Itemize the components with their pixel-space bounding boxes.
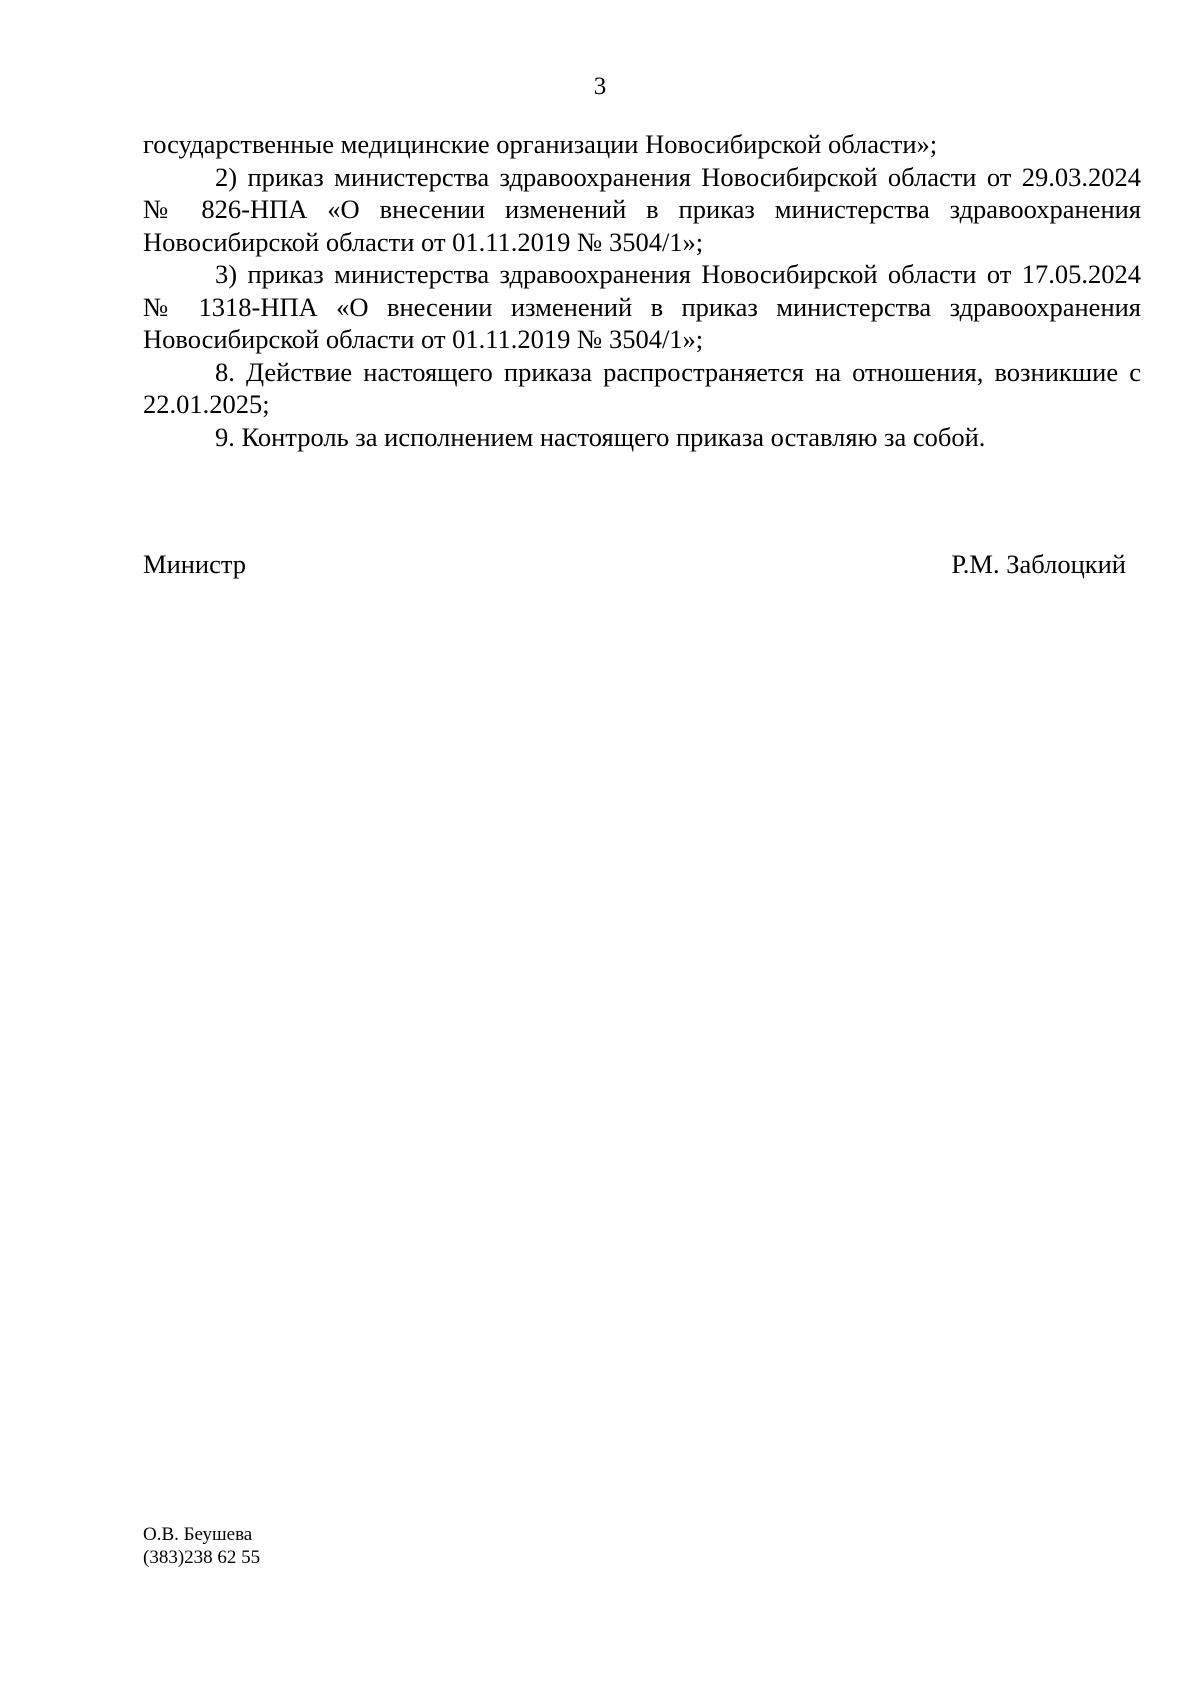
executor-name: О.В. Беушева xyxy=(143,1524,253,1545)
paragraph-item-8: 8. Действие настоящего приказа распространяется на отношения, возникшие с 22.01.2025; xyxy=(143,356,1141,419)
paragraph-item-3: 3) приказ министерства здравоохранения Новосибирской области от 17.05.2024 № 1318-НПА «О внесении изменений в приказ министерства здравоохранения Новосибирской области от 01.11.2019 № 3504/1»; xyxy=(143,259,1141,354)
signatory-name: Р.М. Заблоцкий xyxy=(951,549,1126,579)
signatory-title: Министр xyxy=(143,549,247,579)
paragraph-continuation: государственные медицинские организации Новосибирской области»; xyxy=(143,129,938,159)
paragraph-item-9: 9. Контроль за исполнением настоящего приказа оставляю за собой. xyxy=(215,421,986,452)
document-body xyxy=(143,128,1141,453)
executor-block xyxy=(143,1523,260,1569)
paragraph-item-2: 2) приказ министерства здравоохранения Новосибирской области от 29.03.2024 № 826-НПА «О внесении изменений в приказ министерства здравоохранения Новосибирской области от 01.11.2019 № 3504/1»; xyxy=(143,161,1141,257)
page-number: 3 xyxy=(593,73,607,100)
executor-phone: (383)238 62 55 xyxy=(143,1547,261,1568)
